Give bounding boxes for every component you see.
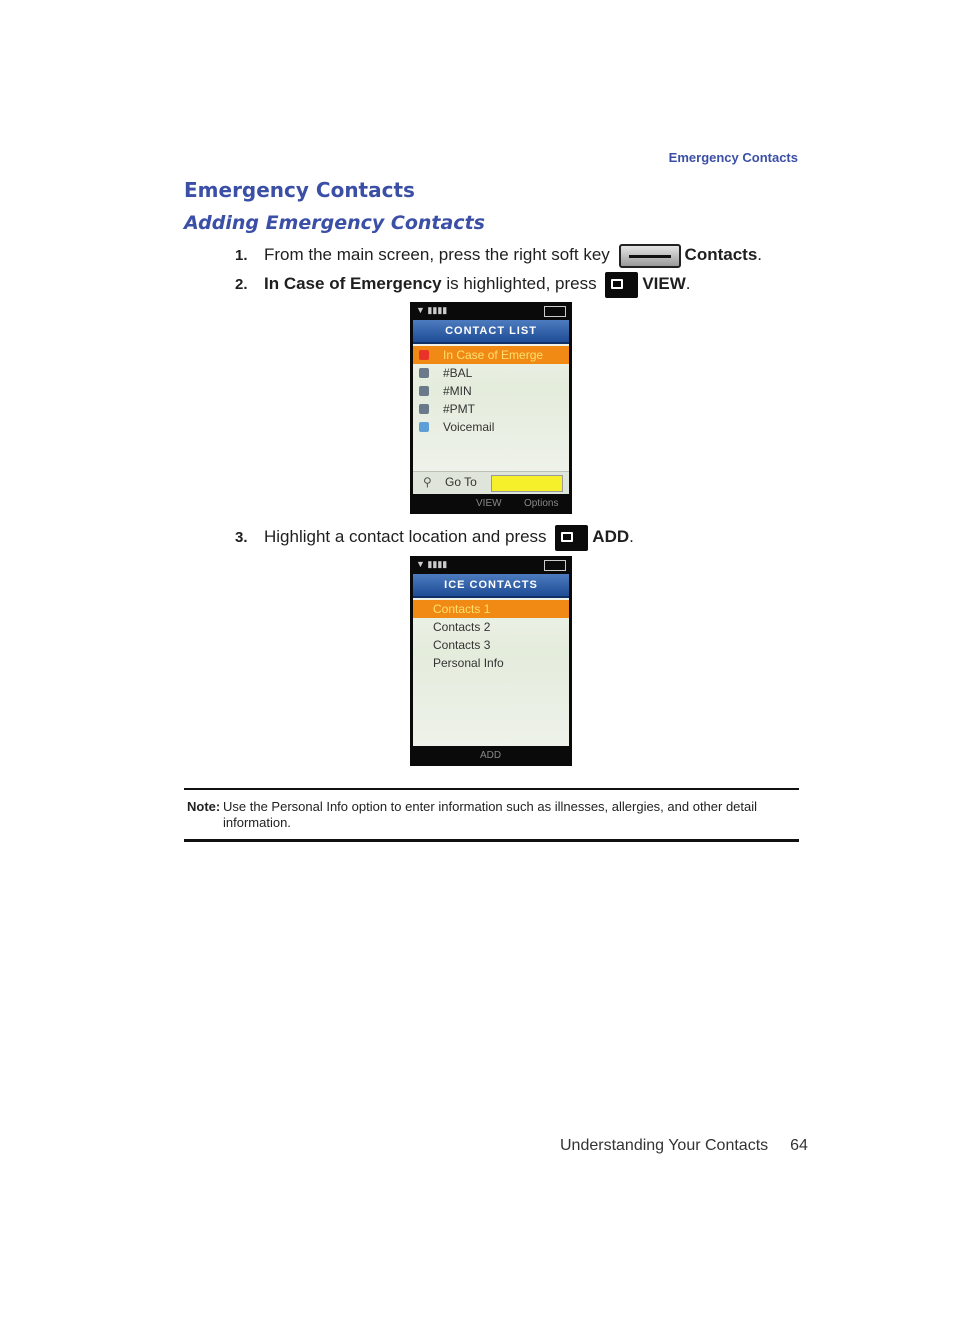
section-heading: Emergency Contacts (184, 178, 415, 202)
left-soft-key-icon (605, 272, 638, 298)
service-icon (419, 404, 429, 414)
left-soft-key-icon (555, 525, 588, 551)
subsection-heading: Adding Emergency Contacts (184, 212, 485, 234)
step-key-label: VIEW (642, 274, 686, 293)
softkey-add: ADD (480, 750, 502, 761)
go-to-bar (413, 471, 569, 494)
service-icon (419, 386, 429, 396)
battery-icon (544, 560, 566, 571)
screen-area (413, 320, 569, 471)
signal-icon: ▼ ▮▮▮▮ (416, 305, 448, 315)
contact-list-screenshot (410, 302, 572, 514)
screen-title: ICE CONTACTS (413, 574, 569, 598)
service-icon (419, 368, 429, 378)
note-box (184, 788, 799, 842)
footer-section: Understanding Your Contacts (560, 1137, 769, 1154)
softkey-view: VIEW (476, 498, 502, 509)
list-item (413, 600, 569, 618)
step-3 (235, 523, 634, 551)
running-head: Emergency Contacts (668, 150, 798, 165)
step-number: 3. (235, 529, 248, 546)
battery-icon (544, 306, 566, 317)
list-item-label: #BAL (443, 366, 473, 380)
step-key-label: Contacts (684, 245, 758, 264)
list-item (413, 400, 569, 418)
voicemail-icon (419, 422, 429, 432)
right-soft-key-icon (619, 244, 681, 268)
step-punct: . (757, 245, 763, 264)
list-item (413, 636, 569, 654)
list-item-label: In Case of Emerge (443, 348, 544, 362)
signal-icon: ▼ ▮▮▮▮ (416, 559, 448, 569)
softkey-options: Options (524, 498, 559, 509)
page-footer (560, 1137, 808, 1155)
softkey-bar (410, 746, 572, 766)
page-number: 64 (790, 1137, 808, 1154)
softkey-bar (410, 494, 572, 514)
list-item-label: Contacts 1 (433, 602, 491, 616)
step-2 (235, 270, 691, 298)
step-number: 1. (235, 247, 248, 264)
step-text: Highlight a contact location and press (264, 527, 547, 546)
list-item (413, 618, 569, 636)
step-punct: . (685, 274, 691, 293)
ice-icon (419, 350, 429, 360)
list-item (413, 382, 569, 400)
step-bold-text: In Case of Emergency (264, 274, 442, 293)
status-bar (410, 302, 572, 320)
step-text: is highlighted, press (441, 274, 597, 293)
screen-title: CONTACT LIST (413, 320, 569, 344)
go-to-input (491, 475, 563, 492)
step-key-label: ADD (592, 527, 630, 546)
list-item-label: Personal Info (433, 656, 504, 670)
list-item-label: Contacts 2 (433, 620, 491, 634)
screen-area (413, 574, 569, 746)
step-number: 2. (235, 276, 248, 293)
list-item (413, 654, 569, 672)
list-item-label: #PMT (443, 402, 476, 416)
note-label: Note: (187, 799, 221, 814)
status-bar (410, 556, 572, 574)
note-text: Use the Personal Info option to enter information such as illnesses, allergies, and other detail information. (223, 799, 758, 830)
step-1 (235, 241, 762, 269)
list-item-label: #MIN (443, 384, 472, 398)
list-item (413, 364, 569, 382)
go-to-label: Go To (445, 475, 477, 489)
list-item-label: Contacts 3 (433, 638, 491, 652)
list-item (413, 418, 569, 436)
step-text: From the main screen, press the right soft key (264, 245, 610, 264)
ice-contacts-screenshot (410, 556, 572, 766)
step-punct: . (629, 527, 634, 546)
search-icon: ⚲ (423, 475, 432, 489)
list-item-label: Voicemail (443, 420, 495, 434)
list-item (413, 346, 569, 364)
